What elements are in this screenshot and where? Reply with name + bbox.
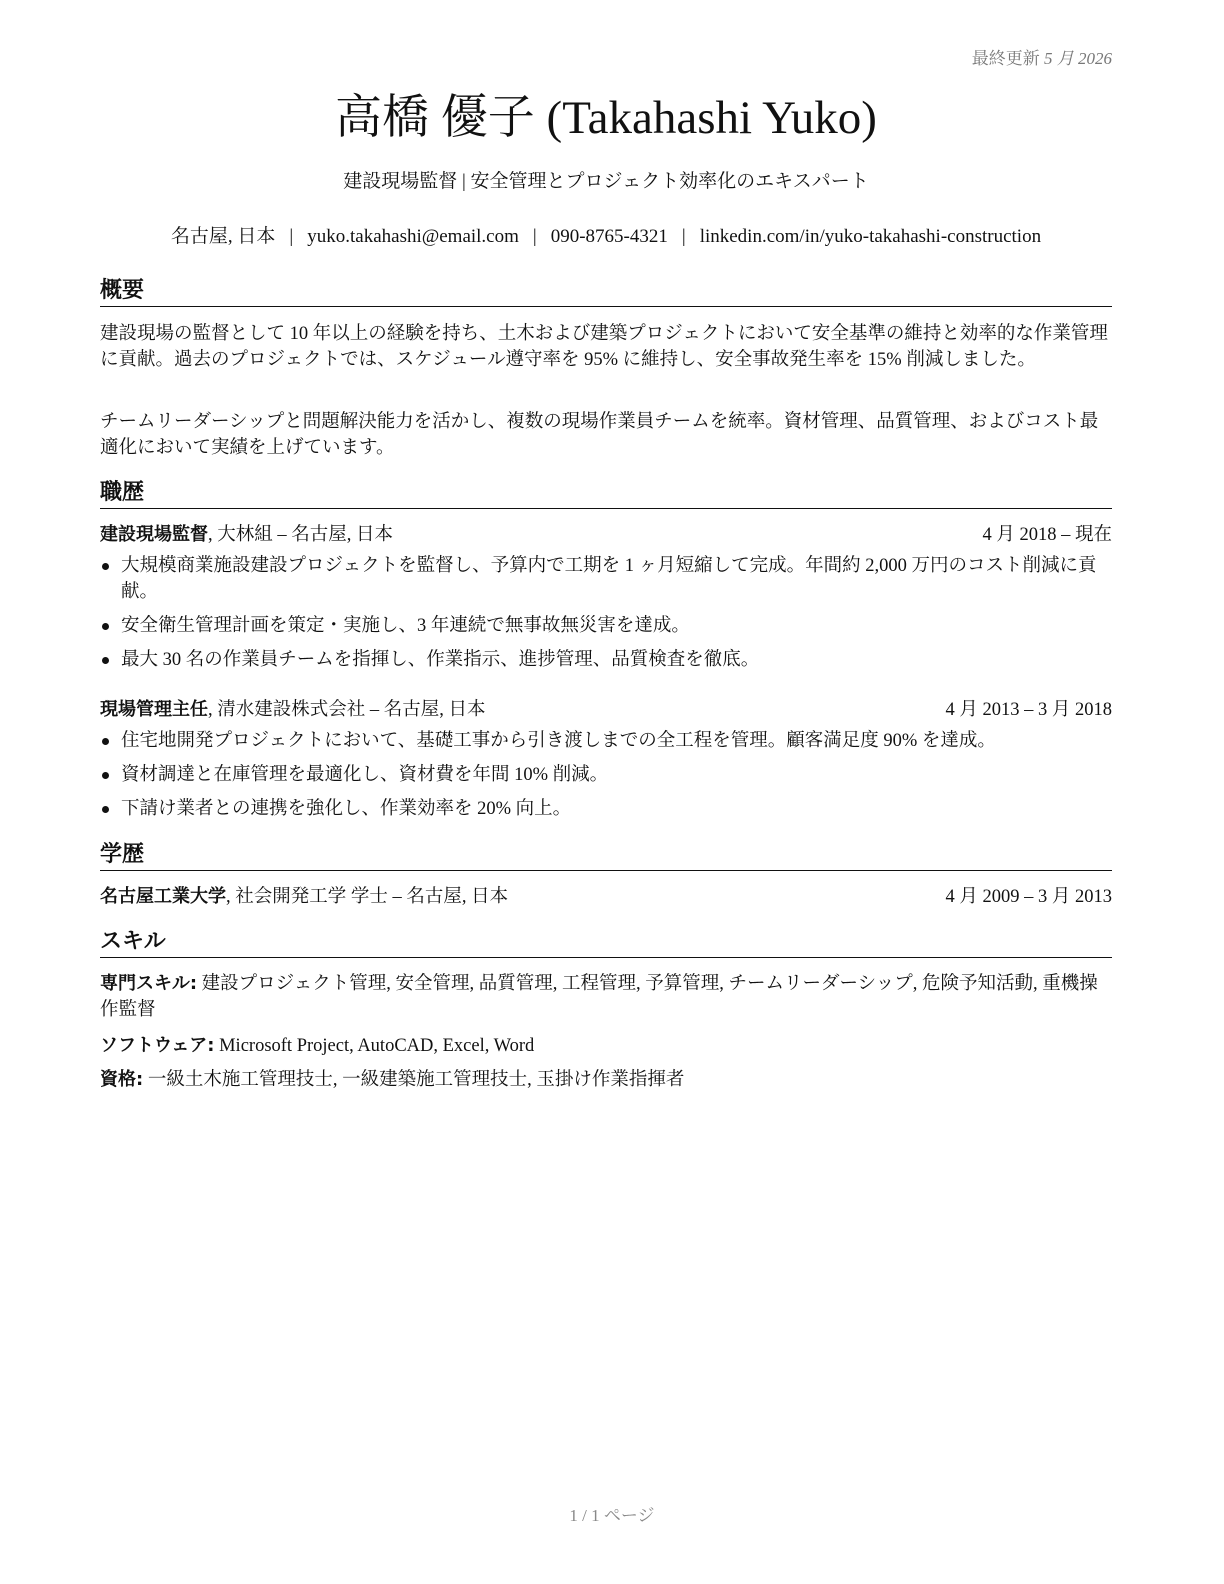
- skill-line: [100, 1067, 1112, 1093]
- job-bullets: [100, 553, 1112, 681]
- job-bullet: [100, 553, 1112, 605]
- bullet-dot-icon: [102, 563, 109, 570]
- contact-email[interactable]: yuko.takahashi@email.com: [307, 226, 519, 247]
- job-bullet: [100, 728, 1112, 754]
- bullet-dot-icon: [102, 772, 109, 779]
- candidate-name: 高橋 優子 (Takahashi Yuko): [335, 92, 877, 144]
- summary-paragraph: チームリーダーシップと問題解決能力を活かし、複数の現場作業員チームを統率。資材管理、品質管理、およびコスト最適化において実績を上げています。: [100, 412, 1099, 458]
- contact-linkedin[interactable]: linkedin.com/in/yuko-takahashi-construction: [699, 226, 1042, 247]
- skill-value: 建設プロジェクト管理, 安全管理, 品質管理, 工程管理, 予算管理, チームリーダーシップ, 危険予知活動, 重機操作監督: [100, 974, 1098, 1020]
- job-bullet-text: 最大 30 名の作業員チームを指揮し、作業指示、進捗管理、品質検査を徹底。: [121, 650, 760, 670]
- section-title-education: 学歴: [100, 841, 1112, 871]
- bullet-dot-icon: [102, 623, 109, 630]
- bullet-dot-icon: [102, 738, 109, 745]
- skill-line: [100, 1033, 1112, 1059]
- education-entry: [100, 884, 1112, 910]
- skill-value: Microsoft Project, AutoCAD, Excel, Word: [219, 1036, 535, 1056]
- bullet-dot-icon: [102, 806, 109, 813]
- education-school: 名古屋工業大学: [100, 886, 226, 907]
- skill-value: 一級土木施工管理技士, 一級建築施工管理技士, 玉掛け作業指揮者: [147, 1070, 685, 1090]
- job-role: 現場管理主任: [100, 699, 208, 720]
- job-organization: , 清水建設株式会社 – 名古屋, 日本: [208, 700, 486, 720]
- skill-label: ソフトウェア:: [100, 1035, 215, 1056]
- job-organization: , 大林組 – 名古屋, 日本: [208, 525, 394, 545]
- skill-label: 専門スキル:: [100, 973, 198, 994]
- education-detail: , 社会開発工学 学士 – 名古屋, 日本: [226, 887, 509, 907]
- section-title-experience: 職歴: [100, 479, 1112, 509]
- summary-paragraph: 建設現場の監督として 10 年以上の経験を持ち、土木および建築プロジェクトにおいて安全基準の維持と効率的な作業管理に貢献。過去のプロジェクトでは、スケジュール遵守率を 95% に維持し、安全事故発生率を 15% 削減しました。: [100, 324, 1108, 370]
- job-bullet-text: 下請け業者との連携を強化し、作業効率を 20% 向上。: [121, 799, 572, 819]
- contact-separator: |: [289, 226, 294, 247]
- job-header: [100, 697, 1112, 723]
- job-bullet: [100, 647, 1112, 673]
- education-dates: 4 月 2009 – 3 月 2013: [945, 887, 1112, 907]
- job-bullets: [100, 728, 1112, 830]
- last-updated-label: 最終更新: [971, 49, 1040, 68]
- job-bullet-text: 安全衛生管理計画を策定・実施し、3 年連続で無事故無災害を達成。: [121, 616, 690, 636]
- skill-label: 資格:: [100, 1069, 144, 1090]
- section-title-skills: スキル: [100, 928, 1112, 958]
- bullet-dot-icon: [102, 657, 109, 664]
- section-title-summary: 概要: [100, 277, 1112, 307]
- candidate-tagline: 建設現場監督 | 安全管理とプロジェクト効率化のエキスパート: [343, 171, 869, 192]
- job-bullet-text: 大規模商業施設建設プロジェクトを監督し、予算内で工期を 1 ヶ月短縮して完成。年間約 2,000 万円のコスト削減に貢献。: [121, 556, 1097, 602]
- job-dates: 4 月 2018 – 現在: [982, 525, 1112, 545]
- job-role: 建設現場監督: [100, 524, 208, 545]
- job-dates: 4 月 2013 – 3 月 2018: [945, 700, 1112, 720]
- job-bullet: [100, 762, 1112, 788]
- last-updated: [972, 44, 1112, 69]
- contact-separator: |: [681, 226, 686, 247]
- job-bullet: [100, 613, 1112, 639]
- page-number: 1 / 1 ページ: [569, 1506, 655, 1525]
- contact-phone[interactable]: 090-8765-4321: [550, 226, 668, 247]
- job-bullet: [100, 796, 1112, 822]
- contact-line: [100, 224, 1112, 250]
- job-header: [100, 522, 1112, 548]
- job-bullet-text: 住宅地開発プロジェクトにおいて、基礎工事から引き渡しまでの全工程を管理。顧客満足度 90% を達成。: [121, 731, 996, 751]
- resume-page: [100, 0, 1112, 1584]
- skill-line: [100, 971, 1112, 1023]
- job-bullet-text: 資材調達と在庫管理を最適化し、資材費を年間 10% 削減。: [121, 765, 609, 785]
- last-updated-date: 5 月 2026: [1044, 49, 1112, 68]
- contact-separator: |: [532, 226, 537, 247]
- contact-location: 名古屋, 日本: [170, 226, 276, 247]
